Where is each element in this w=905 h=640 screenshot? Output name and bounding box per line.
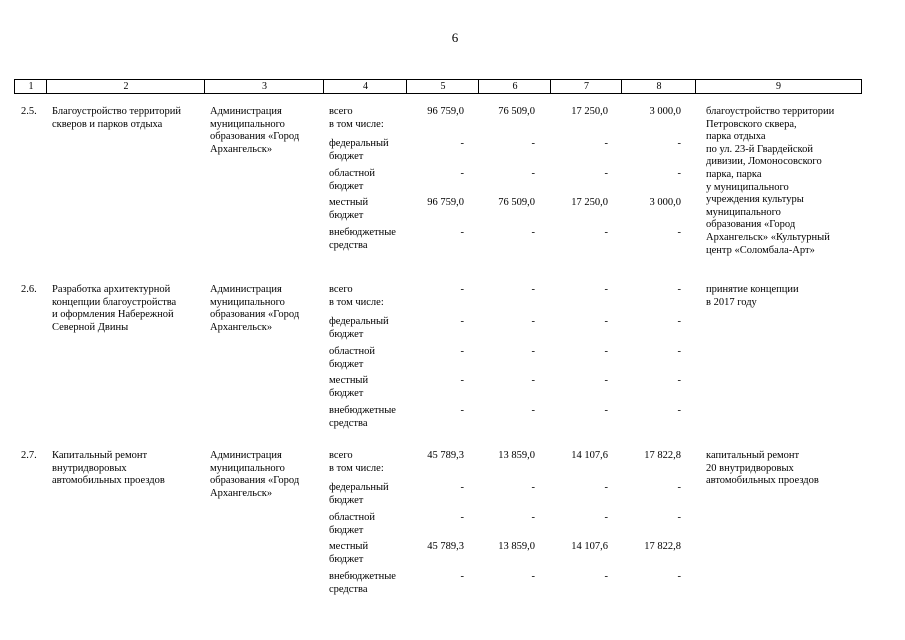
funding-value-col-7: - <box>604 375 608 386</box>
funding-value-col-8: - <box>677 482 681 493</box>
funding-source: местный бюджет <box>329 197 369 221</box>
header-cell-4: 4 <box>323 79 407 94</box>
header-cell-6: 6 <box>478 79 551 94</box>
funding-value-col-7: 14 107,6 <box>571 541 608 552</box>
funding-value-col-8: - <box>677 512 681 523</box>
funding-value-col-6: - <box>531 405 535 416</box>
funding-source: областной бюджет <box>329 346 375 370</box>
measure-name: Благоустройство территорий скверов и парков отдыха <box>52 106 181 130</box>
funding-value-col-5: 45 789,3 <box>427 541 464 552</box>
funding-source: областной бюджет <box>329 168 375 192</box>
header-cell-7: 7 <box>550 79 622 94</box>
funding-value-col-6: - <box>531 375 535 386</box>
funding-source: в том числе: <box>329 463 384 474</box>
funding-value-col-7: - <box>604 138 608 149</box>
funding-value-col-8: - <box>677 227 681 238</box>
funding-value-col-6: 76 509,0 <box>498 106 535 117</box>
funding-value-col-7: - <box>604 571 608 582</box>
funding-source: местный бюджет <box>329 541 369 565</box>
header-cell-3: 3 <box>204 79 324 94</box>
row-number: 2.6. <box>21 284 37 295</box>
funding-value-col-7: - <box>604 346 608 357</box>
funding-value-col-6: - <box>531 284 535 295</box>
funding-value-col-5: - <box>460 405 464 416</box>
executor: Администрация муниципального образования «Город Архангельск» <box>210 450 300 499</box>
funding-source: областной бюджет <box>329 512 375 536</box>
funding-value-col-7: - <box>604 405 608 416</box>
expected-result: благоустройство территории Петровского сквера, парка отдыха по ул. 23-й Гвардейской дивизии, Ломоносовского парка, парка у муниципального учреждения культуры муниципального образования «Город Архангельск» «Культурный центр «Соломбала-Арт» <box>706 106 835 256</box>
executor: Администрация муниципального образования «Город Архангельск» <box>210 106 300 155</box>
funding-value-col-6: - <box>531 482 535 493</box>
funding-source: местный бюджет <box>329 375 369 399</box>
funding-value-col-7: 17 250,0 <box>571 106 608 117</box>
funding-value-col-5: - <box>460 316 464 327</box>
funding-value-col-7: - <box>604 284 608 295</box>
funding-value-col-6: - <box>531 316 535 327</box>
header-cell-8: 8 <box>621 79 696 94</box>
funding-source: всего <box>329 450 353 461</box>
funding-value-col-5: - <box>460 346 464 357</box>
expected-result: принятие концепции в 2017 году <box>706 284 799 308</box>
funding-value-col-6: 76 509,0 <box>498 197 535 208</box>
funding-value-col-8: - <box>677 346 681 357</box>
funding-source: внебюджетные средства <box>329 405 396 429</box>
funding-value-col-7: - <box>604 482 608 493</box>
funding-value-col-6: - <box>531 512 535 523</box>
funding-value-col-8: - <box>677 405 681 416</box>
header-cell-9: 9 <box>695 79 862 94</box>
funding-value-col-5: 96 759,0 <box>427 106 464 117</box>
funding-value-col-7: 14 107,6 <box>571 450 608 461</box>
measure-name: Капитальный ремонт внутридворовых автомобильных проездов <box>52 450 165 487</box>
page-number: 6 <box>451 30 459 45</box>
funding-source: всего <box>329 284 353 295</box>
funding-value-col-8: - <box>677 168 681 179</box>
funding-value-col-7: - <box>604 168 608 179</box>
funding-value-col-5: - <box>460 482 464 493</box>
funding-source: в том числе: <box>329 119 384 130</box>
funding-value-col-6: - <box>531 168 535 179</box>
funding-source: внебюджетные средства <box>329 227 396 251</box>
expected-result: капитальный ремонт 20 внутридворовых автомобильных проездов <box>706 450 819 487</box>
funding-value-col-7: - <box>604 227 608 238</box>
funding-source: в том числе: <box>329 297 384 308</box>
funding-source: федеральный бюджет <box>329 316 389 340</box>
funding-value-col-6: 13 859,0 <box>498 541 535 552</box>
funding-value-col-5: - <box>460 571 464 582</box>
header-cell-5: 5 <box>406 79 479 94</box>
funding-value-col-6: 13 859,0 <box>498 450 535 461</box>
funding-value-col-5: - <box>460 284 464 295</box>
funding-value-col-8: - <box>677 571 681 582</box>
funding-value-col-7: 17 250,0 <box>571 197 608 208</box>
funding-value-col-7: - <box>604 512 608 523</box>
funding-value-col-6: - <box>531 227 535 238</box>
funding-value-col-8: - <box>677 375 681 386</box>
funding-source: федеральный бюджет <box>329 138 389 162</box>
funding-value-col-8: - <box>677 138 681 149</box>
funding-value-col-5: 96 759,0 <box>427 197 464 208</box>
funding-value-col-6: - <box>531 571 535 582</box>
funding-value-col-5: - <box>460 168 464 179</box>
funding-value-col-8: 17 822,8 <box>644 541 681 552</box>
row-number: 2.7. <box>21 450 37 461</box>
row-number: 2.5. <box>21 106 37 117</box>
funding-value-col-8: - <box>677 316 681 327</box>
executor: Администрация муниципального образования «Город Архангельск» <box>210 284 300 333</box>
funding-value-col-6: - <box>531 138 535 149</box>
header-cell-2: 2 <box>46 79 205 94</box>
funding-source: всего <box>329 106 353 117</box>
funding-source: федеральный бюджет <box>329 482 389 506</box>
funding-value-col-7: - <box>604 316 608 327</box>
funding-value-col-8: 17 822,8 <box>644 450 681 461</box>
funding-value-col-6: - <box>531 346 535 357</box>
funding-value-col-5: - <box>460 227 464 238</box>
funding-value-col-8: - <box>677 284 681 295</box>
funding-value-col-5: - <box>460 512 464 523</box>
header-cell-1: 1 <box>14 79 47 94</box>
funding-value-col-5: - <box>460 375 464 386</box>
funding-value-col-8: 3 000,0 <box>649 106 681 117</box>
funding-value-col-8: 3 000,0 <box>649 197 681 208</box>
measure-name: Разработка архитектурной концепции благоустройства и оформления Набережной Северной Двины <box>52 284 177 333</box>
funding-value-col-5: 45 789,3 <box>427 450 464 461</box>
funding-value-col-5: - <box>460 138 464 149</box>
funding-source: внебюджетные средства <box>329 571 396 595</box>
